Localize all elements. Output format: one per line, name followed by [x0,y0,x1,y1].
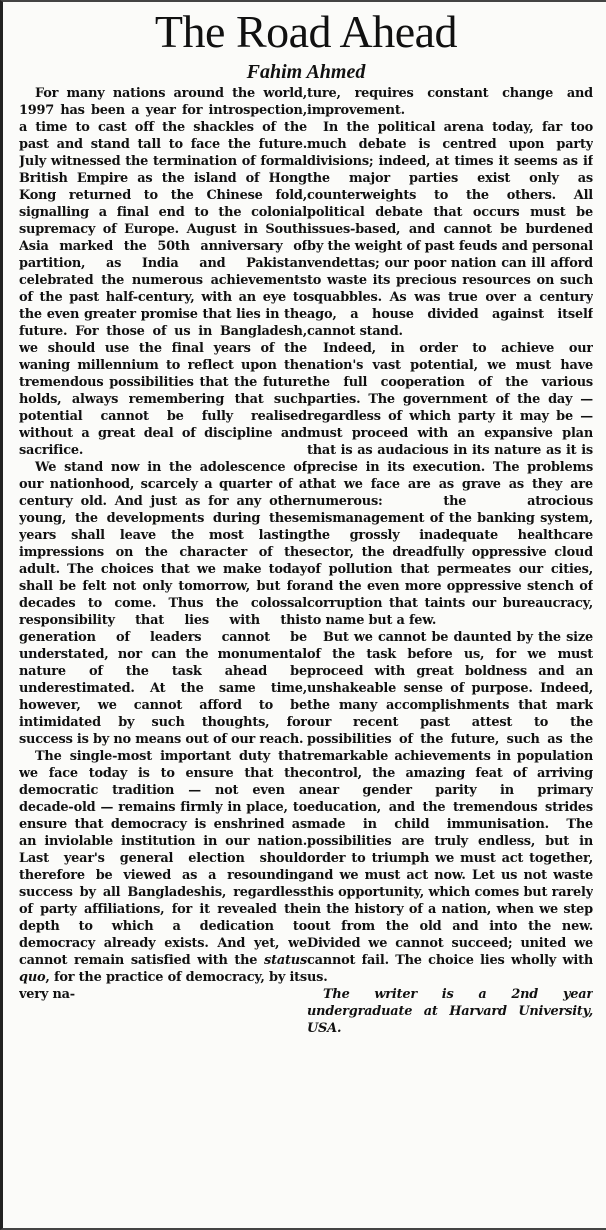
paragraph-cooperation: Indeed, in order to achieve our nation's vast potential, we must have the full cooperation of the various parties. The government of the day — regardless of which party it may be — must proceed with an expansive plan that is as audacious in its nature as it is precise in its execution. The problems that we face are as grave as they are numerous: the atrocious mismanagement of the banking system, the grossly inadequate healthcare sector, the dreadfully oppressive cloud of pollution that permeates our cities, and the even more oppressive stench of corruption that taints our bureaucracy, to name but a few. [307,341,593,628]
author-credit: The writer is a 2nd year undergraduate at Harvard University, USA. [307,987,593,1036]
status-quo-italic: status quo [19,953,307,985]
article-column-right [307,85,593,1225]
article-column-left [19,85,307,1225]
article-byline: Fahim Ahmed [246,61,366,83]
paragraph-intro: For many nations around the world, 1997 has been a year for introspection, a time to cast off the shackles of the past and stand tall to face the future. July witnessed the termination of formal British Empire as the island of Hong Kong returned to the Chinese fold, signalling a final end to the colonial supremacy of Europe. August in South Asia marked the 50th anniversary of partition, as India and Pakistan celebrated the numerous achievements of the past half-century, with an eye to the even greater promise that lies in the future. For those of us in Bangladesh, we should use the final years of the waning millennium to reflect upon the tremendous possibilities that the future holds, always remembering that such potential cannot be fully realised without a great deal of discipline and sacrifice. [19,86,307,458]
paragraph-democracy-text: The single-most important duty that we face today is to ensure that the democratic tradition — not even a decade-old — remains firmly in place, to ensure that democracy is enshrined as an inviolable institution in our nation. Last year's general election should therefore be viewed as a resounding success by all Bangladeshis, regardless of party affiliations, for it revealed the depth to which a dedication to democracy already exists. And yet, we cannot remain satisfied with the [19,749,307,968]
paragraph-continuation: ture, requires constant change and improvement. [307,86,593,118]
paragraph-democracy-tail: , for the practice of democracy, by its very na- [19,970,307,1002]
paragraph-political-arena: In the political arena today, far too much debate is centred upon party divisions; indeed, at times it seems as if the major parties exist only as counterweights to the others. All political debate that occurs must be issues-based, and cannot be burdened by the weight of past feuds and personal vendettas; our poor nation can ill afford to waste its precious resources on such squabbles. As was true over a century ago, a house divided against itself cannot stand. [307,120,593,339]
article-title: The Road Ahead [154,6,458,57]
paragraph-daunted: But we cannot be daunted by the size of the task before us, for we must proceed with great boldness and an unshakeable sense of purpose. Indeed, the many accomplishments that mark our recent past attest to the possibilities of the future, such as the remarkable achievements in population control, the amazing feat of arriving near gender parity in primary education, and the tremendous strides made in child immunisation. The possibilities are truly endless, but in order to triumph we must act together, and we must act now. Let us not waste this opportunity, which comes but rarely in the history of a nation, when we step out from the old and into the new. Divided we cannot succeed; united we cannot fail. The choice lies wholly with us. [307,630,593,985]
paragraph-adolescence: We stand now in the adolescence of our nationhood, scarcely a quarter of a century old. And just as for any other young, the developments during these years shall leave the most lasting impressions on the character of the adult. The choices that we make today shall be felt not only tomorrow, but for decades to come. Thus the colossal responsibility that lies with this generation of leaders cannot be understated, nor can the monumental nature of the task ahead be underestimated. At the same time, however, we cannot afford to be intimidated by such thoughts, for success is by no means out of our reach. [19,460,307,747]
paragraph-democracy [19,748,307,1003]
